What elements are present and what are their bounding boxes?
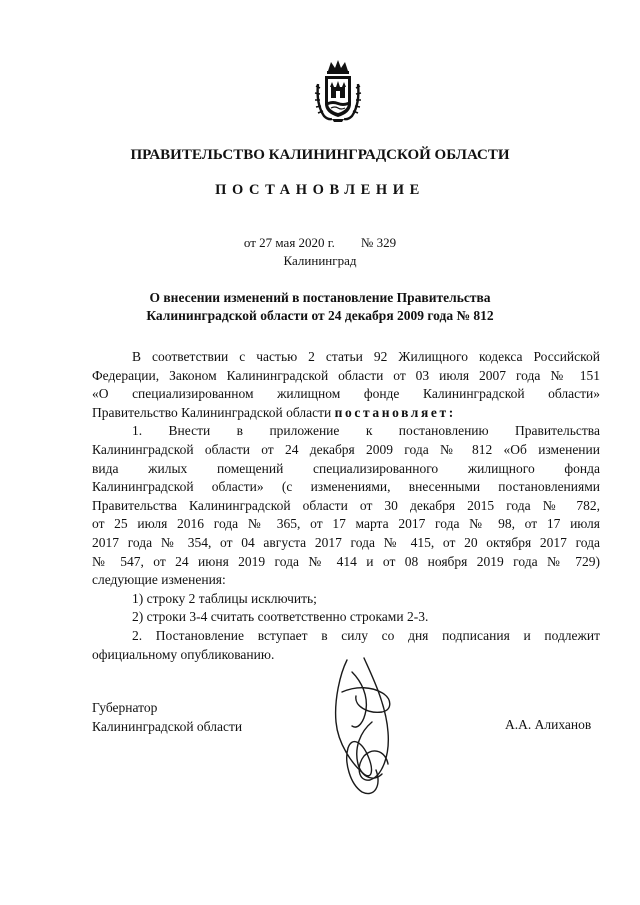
document-number: № 329 [360,235,397,250]
signatory-position-line: Губернатор [92,700,158,715]
body-line: следующие изменения: [92,572,226,588]
document-type: ПОСТАНОВЛЕНИЕ [215,182,425,198]
body-line: Правительства Калининградской области от 30 декабря 2015 года № 782, [92,497,600,513]
document-city: Калининград [283,253,357,268]
body-line: Калининградской области» (с изменениями, внесенными постановлениями [92,479,600,495]
body-line: 2017 года № 354, от 04 августа 2017 года № 415, от 20 октября 2017 года [92,534,600,550]
body-line: «О специализированном жилищном фонде Калининградской области» [92,386,600,402]
list-item: 1) строку 2 таблицы исключить; [132,590,317,606]
decree-verb: постановляет: [334,404,456,420]
coat-of-arms-icon [314,58,362,124]
document-title-line: О внесении изменений в постановление Правительства [149,290,491,305]
body-line: 1. Внести в приложение к постановлению Правительства [132,423,600,439]
document-title-line: Калининградской области от 24 декабря 2009 года № 812 [146,308,494,323]
body-line: от 25 июля 2016 года № 365, от 17 марта 2017 года № 98, от 17 июля [92,516,600,532]
body-line: вида жилых помещений специализированного жилищного фонда [92,460,600,476]
body-line-text: Правительство Калининградской области [92,404,332,420]
document-date: от 27 мая 2020 г. [243,235,335,250]
signatory-position [92,698,242,736]
signatory-name: А.А. Алиханов [505,717,592,732]
body-line: Калининградской области от 24 декабря 2009 года № 812 «Об изменении [92,441,600,457]
body-line: В соответствии с частью 2 статьи 92 Жилищного кодекса Российской [132,349,600,364]
document-body [92,348,600,664]
document-title [0,289,640,325]
signatory-position-line: Калининградской области [92,719,243,734]
body-line: № 547, от 24 июня 2019 года № 414 и от 08 ноября 2019 года № 729) [92,553,600,569]
body-line: 2. Постановление вступает в силу со дня подписания и подлежит [132,627,600,643]
list-item: 2) строки 3-4 считать соответственно строками 2-3. [132,609,429,625]
body-line: официальному опубликованию. [92,646,275,662]
handwritten-signature [312,652,412,802]
body-line: Федерации, Законом Калининградской области от 03 июля 2007 года № 151 [92,367,600,383]
body-line [92,404,600,423]
date-and-number [0,235,640,251]
organization-name: ПРАВИТЕЛЬСТВО КАЛИНИНГРАДСКОЙ ОБЛАСТИ [130,147,510,163]
